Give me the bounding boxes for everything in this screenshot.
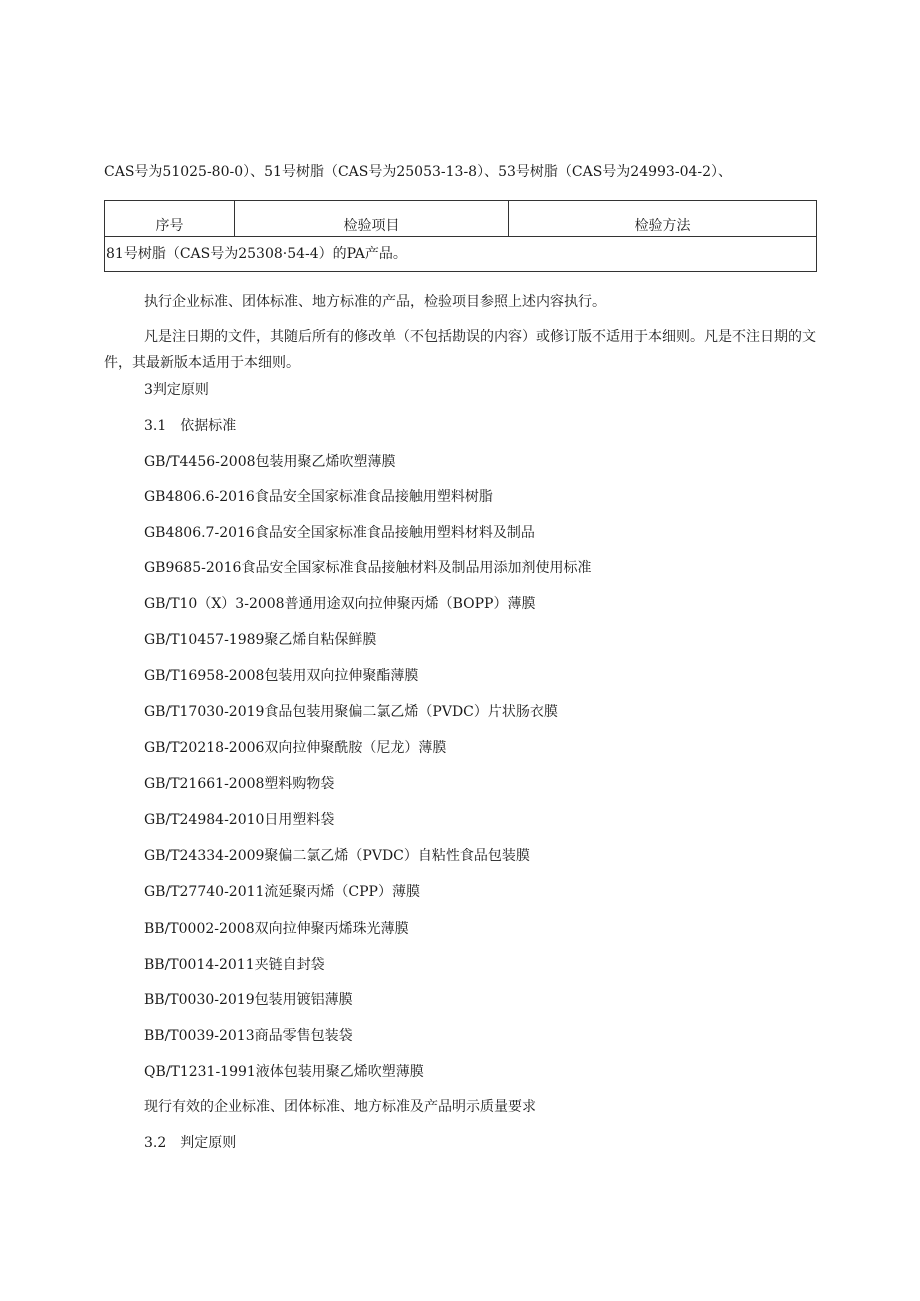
list-item: GB/T10457-1989聚乙烯自粘保鲜膜: [144, 632, 377, 648]
list-item: GB/T24984-2010日用塑料袋: [144, 812, 335, 828]
list-item: GB/T16958-2008包装用双向拉伸聚酯薄膜: [144, 668, 419, 684]
table-continuation-cell: 81号树脂（CAS号为25308·54-4）的PA产品。: [105, 237, 817, 272]
list-item: GB/T17030-2019食品包装用聚偏二氯乙烯（PVDC）片状肠衣膜: [144, 704, 558, 720]
paragraph-dated-documents: 凡是注日期的文件，其随后所有的修改单（不包括勘误的内容）或修订版不适用于本细则。凡是不注日期的文件，其最新版本适用于本细则。: [104, 329, 816, 371]
list-item: BB/T0014-2011夹链自封袋: [144, 957, 325, 973]
header-serial-number: 序号: [105, 201, 235, 237]
list-item: GB4806.7-2016食品安全国家标准食品接触用塑料材料及制品: [144, 525, 535, 541]
list-item: GB4806.6-2016食品安全国家标准食品接触用塑料树脂: [144, 489, 493, 505]
list-item: BB/T0002-2008双向拉伸聚丙烯珠光薄膜: [144, 921, 409, 937]
list-item: GB/T20218-2006双向拉伸聚酰胺（尼龙）薄膜: [144, 740, 447, 756]
cas-continuation-line: CAS号为51025-80-0）、51号树脂（CAS号为25053-13-8）、53号树脂（CAS号为24993-04-2）、: [104, 164, 733, 180]
list-item: GB/T24334-2009聚偏二氯乙烯（PVDC）自粘性食品包装膜: [144, 848, 530, 864]
section-3-title: 3判定原则: [144, 382, 209, 398]
table-row: [105, 237, 817, 272]
section-3-2-title: 3.2 判定原则: [144, 1135, 237, 1151]
list-item: GB/T27740-2011流延聚丙烯（CPP）薄膜: [144, 884, 420, 900]
list-item: QB/T1231-1991液体包装用聚乙烯吹塑薄膜: [144, 1064, 424, 1080]
list-item: BB/T0030-2019包装用镀铝薄膜: [144, 992, 353, 1008]
header-inspection-method: 检验方法: [509, 201, 817, 237]
list-item: GB9685-2016食品安全国家标准食品接触材料及制品用添加剂使用标准: [144, 560, 592, 576]
list-item: GB/T4456-2008包装用聚乙烯吹塑薄膜: [144, 454, 396, 470]
list-item: GB/T21661-2008塑料购物袋: [144, 776, 335, 792]
header-inspection-item: 检验项目: [235, 201, 509, 237]
section-3-1-title: 3.1 依据标准: [144, 418, 237, 434]
current-standards-line: 现行有效的企业标准、团体标准、地方标准及产品明示质量要求: [144, 1099, 536, 1115]
paragraph-execute: 执行企业标准、团体标准、地方标准的产品，检验项目参照上述内容执行。: [144, 294, 606, 310]
list-item: BB/T0039-2013商品零售包装袋: [144, 1028, 353, 1044]
table-header-row: [105, 201, 817, 237]
list-item: GB/T10（X）3-2008普通用途双向拉伸聚丙烯（BOPP）薄膜: [144, 596, 536, 612]
inspection-table: [104, 200, 817, 272]
